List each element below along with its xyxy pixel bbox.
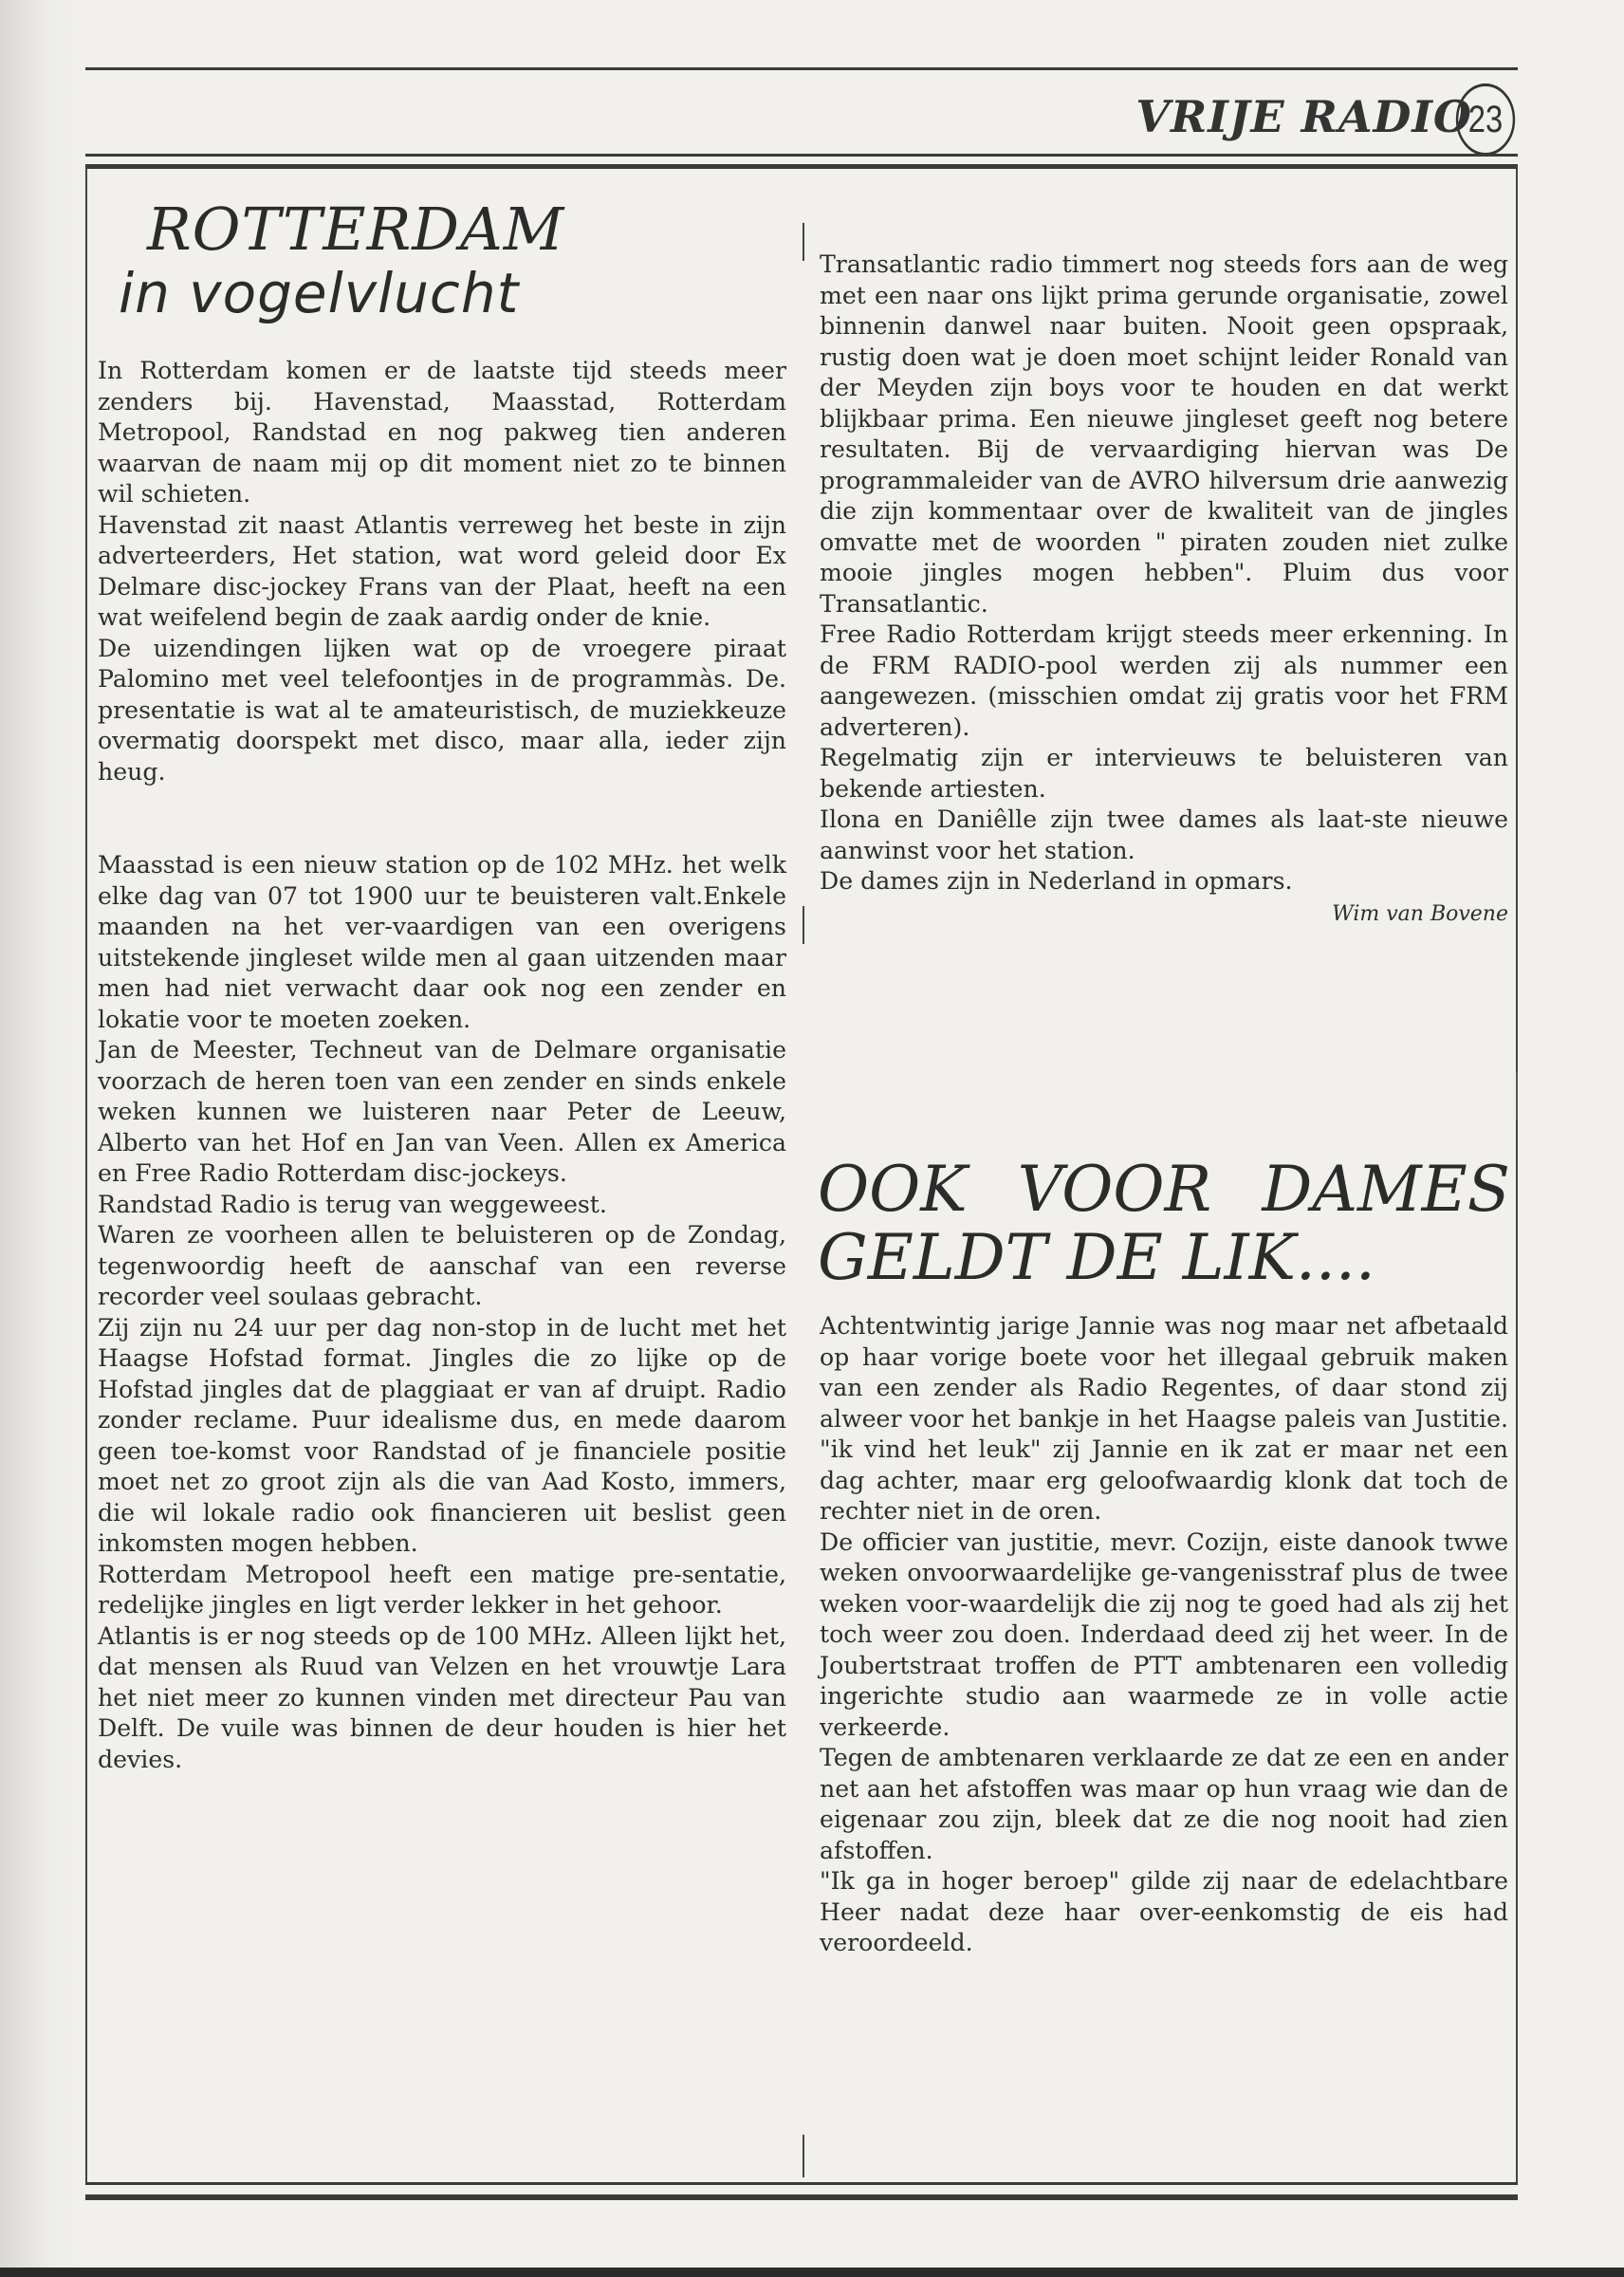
title-line-2: GELDT DE LIK.... xyxy=(818,1221,1375,1294)
article-title: ROTTERDAM xyxy=(147,194,565,264)
article-subtitle: in vogelvlucht xyxy=(119,261,520,325)
publication-title: VRIJE RADIO xyxy=(1135,91,1472,142)
paragraph: Rotterdam Metropool heeft een matige pre-sentatie, redelijke jingles en ligt verder lekker in het gehoor. xyxy=(98,1560,786,1619)
column-divider xyxy=(803,2135,804,2177)
title-word: VOOR xyxy=(1017,1153,1212,1226)
paragraph: De officier van justitie, mevr. Cozijn, eiste danook twwe weken onvoorwaardelijke ge-vangenisstraf plus de twee weken voor-waardelijk die zij nog te goed had als zij het toch weer zou doen. Inderdaad deed zij het weer. In de Joubertstraat troffen de PTT ambtenaren een volledig ingerichte studio aan waarmede ze in volle actie verkeerde. xyxy=(820,1527,1508,1741)
column-divider xyxy=(803,223,804,261)
page-binding-shadow xyxy=(0,0,76,2277)
paragraph: Havenstad zit naast Atlantis verreweg het beste in zijn adverteerders, Het station, wat word geleid door Ex Delmare disc-jockey Frans van der Plaat, heeft na een wat weifelend begin de zaak aardig onder de knie. xyxy=(98,510,786,631)
frame-mark xyxy=(1516,1072,1518,1120)
footer-rule-thin xyxy=(85,2182,1518,2185)
column-divider xyxy=(803,906,804,944)
scan-bottom-edge xyxy=(0,2268,1624,2277)
paragraph: Zij zijn nu 24 uur per dag non-stop in de lucht met het Haagse Hofstad format. Jingles die zo lijke op de Hofstad jingles dat de plaggiaat er van af druipt. Radio zonder reclame. Puur idealisme dus, en mede daarom geen toe-komst voor Randstad of je financiele positie moet net zo groot zijn als die van Aad Kosto, immers, die wil lokale radio ook financieren uit beslist geen inkomsten mogen hebben. xyxy=(98,1313,786,1557)
paragraph: "Ik ga in hoger beroep" gilde zij naar de edelachtbare Heer nadat deze haar over-eenkomstig de eis had veroordeeld. xyxy=(820,1867,1508,1956)
paragraph: Transatlantic radio timmert nog steeds fors aan de weg met een naar ons lijkt prima gerunde organisatie, zowel binnenin danwel naar buiten. Nooit geen opspraak, rustig doen wat je doen moet schijnt leider Ronald van der Meyden zijn boys voor te houden en dat werkt blijkbaar prima. Een nieuwe jingleset geeft nog betere resultaten. Bij de vervaardiging hiervan was De programmaleider van de AVRO hilversum drie aanwezig die zijn kommentaar over de kwaliteit van de jingles omvatte met de woorden " piraten zouden niet zulke mooie jingles mogen hebben". Pluim dus voor Transatlantic. xyxy=(820,250,1508,618)
title-word: OOK xyxy=(818,1153,968,1226)
paragraph-gap xyxy=(98,787,786,850)
paragraph: Tegen de ambtenaren verklaarde ze dat ze een en ander net aan het afstoffen was maar op hun vraag wie dan de eigenaar zou zijn, bleek dat ze die nog nooit had zien afstoffen. xyxy=(820,1744,1508,1864)
paragraph: Randstad Radio is terug van weggeweest. xyxy=(98,1190,607,1218)
paragraph: Jan de Meester, Techneut van de Delmare organisatie voorzach de heren toen van een zender en sinds enkele weken kunnen we luisteren naar Peter de Leeuw, Alberto van het Hof en Jan van Veen. Allen ex America en Free Radio Rotterdam disc-jockeys. xyxy=(98,1036,786,1187)
header-rule-thin xyxy=(85,154,1518,157)
page-number-badge: 23 xyxy=(1456,83,1515,156)
paragraph: De uizendingen lijken wat op de vroegere piraat Palomino met veel telefoontjes in de programmàs. De. presentatie is wat al te amateuristisch, de muziekkeuze overmatig doorspekt met disco, maar alla, ieder zijn heug. xyxy=(98,634,786,786)
paragraph: Atlantis is er nog steeds op de 100 MHz. Alleen lijkt het, dat mensen als Ruud van Velzen en het vrouwtje Lara het niet meer zo kunnen vinden met directeur Pau van Delft. De vuile was binnen de deur houden is hier het devies. xyxy=(98,1621,786,1773)
author-byline: Wim van Bovene xyxy=(1332,901,1508,926)
article2-body xyxy=(820,1311,1508,1959)
title-word: DAMES xyxy=(1262,1153,1510,1226)
article-column-right xyxy=(820,250,1508,930)
paragraph: Waren ze voorheen allen te beluisteren op de Zondag, tegenwoordig heeft de aanschaf van een reverse recorder veel soulaas gebracht. xyxy=(98,1221,786,1310)
paragraph: Maasstad is een nieuw station op de 102 MHz. het welk elke dag van 07 tot 1900 uur te beuisteren valt.Enkele maanden na het ver-vaardigen van een overigens uitstekende jingleset wilde men al gaan uitzenden maar men had niet verwacht daar ook nog een zender en lokatie voor te moeten zoeken. xyxy=(98,851,786,1033)
top-rule xyxy=(85,67,1518,70)
paragraph: In Rotterdam komen er de laatste tijd steeds meer zenders bij. Havenstad, Maasstad, Rotterdam Metropool, Randstad en nog pakweg tien anderen waarvan de naam mij op dit moment niet zo te binnen wil schieten. xyxy=(98,357,786,508)
paragraph: Achtentwintig jarige Jannie was nog maar net afbetaald op haar vorige boete voor het illegaal gebruik maken van een zender als Radio Regentes, of daar stond zij alweer voor het bankje in het Haagse paleis van Justitie. "ik vind het leuk" zij Jannie en ik zat er maar net een dag achter, maar erg geloofwaardig klonk dat toch de rechter niet in de oren. xyxy=(820,1312,1508,1525)
article-column-left xyxy=(98,356,786,1775)
paragraph: Regelmatig zijn er intervieuws te beluisteren van bekende artiesten. xyxy=(820,744,1508,803)
paragraph: Free Radio Rotterdam krijgt steeds meer erkenning. In de FRM RADIO-pool werden zij als nummer een aangewezen. (misschien omdat zij gratis voor het FRM adverteren). xyxy=(820,620,1508,741)
paragraph: Ilona en Daniêlle zijn twee dames als laat-ste nieuwe aanwinst voor het station. xyxy=(820,805,1508,864)
paragraph: De dames zijn in Nederland in opmars. xyxy=(820,867,1293,895)
footer-rule-thick xyxy=(85,2194,1518,2200)
article2-title xyxy=(818,1153,1510,1294)
